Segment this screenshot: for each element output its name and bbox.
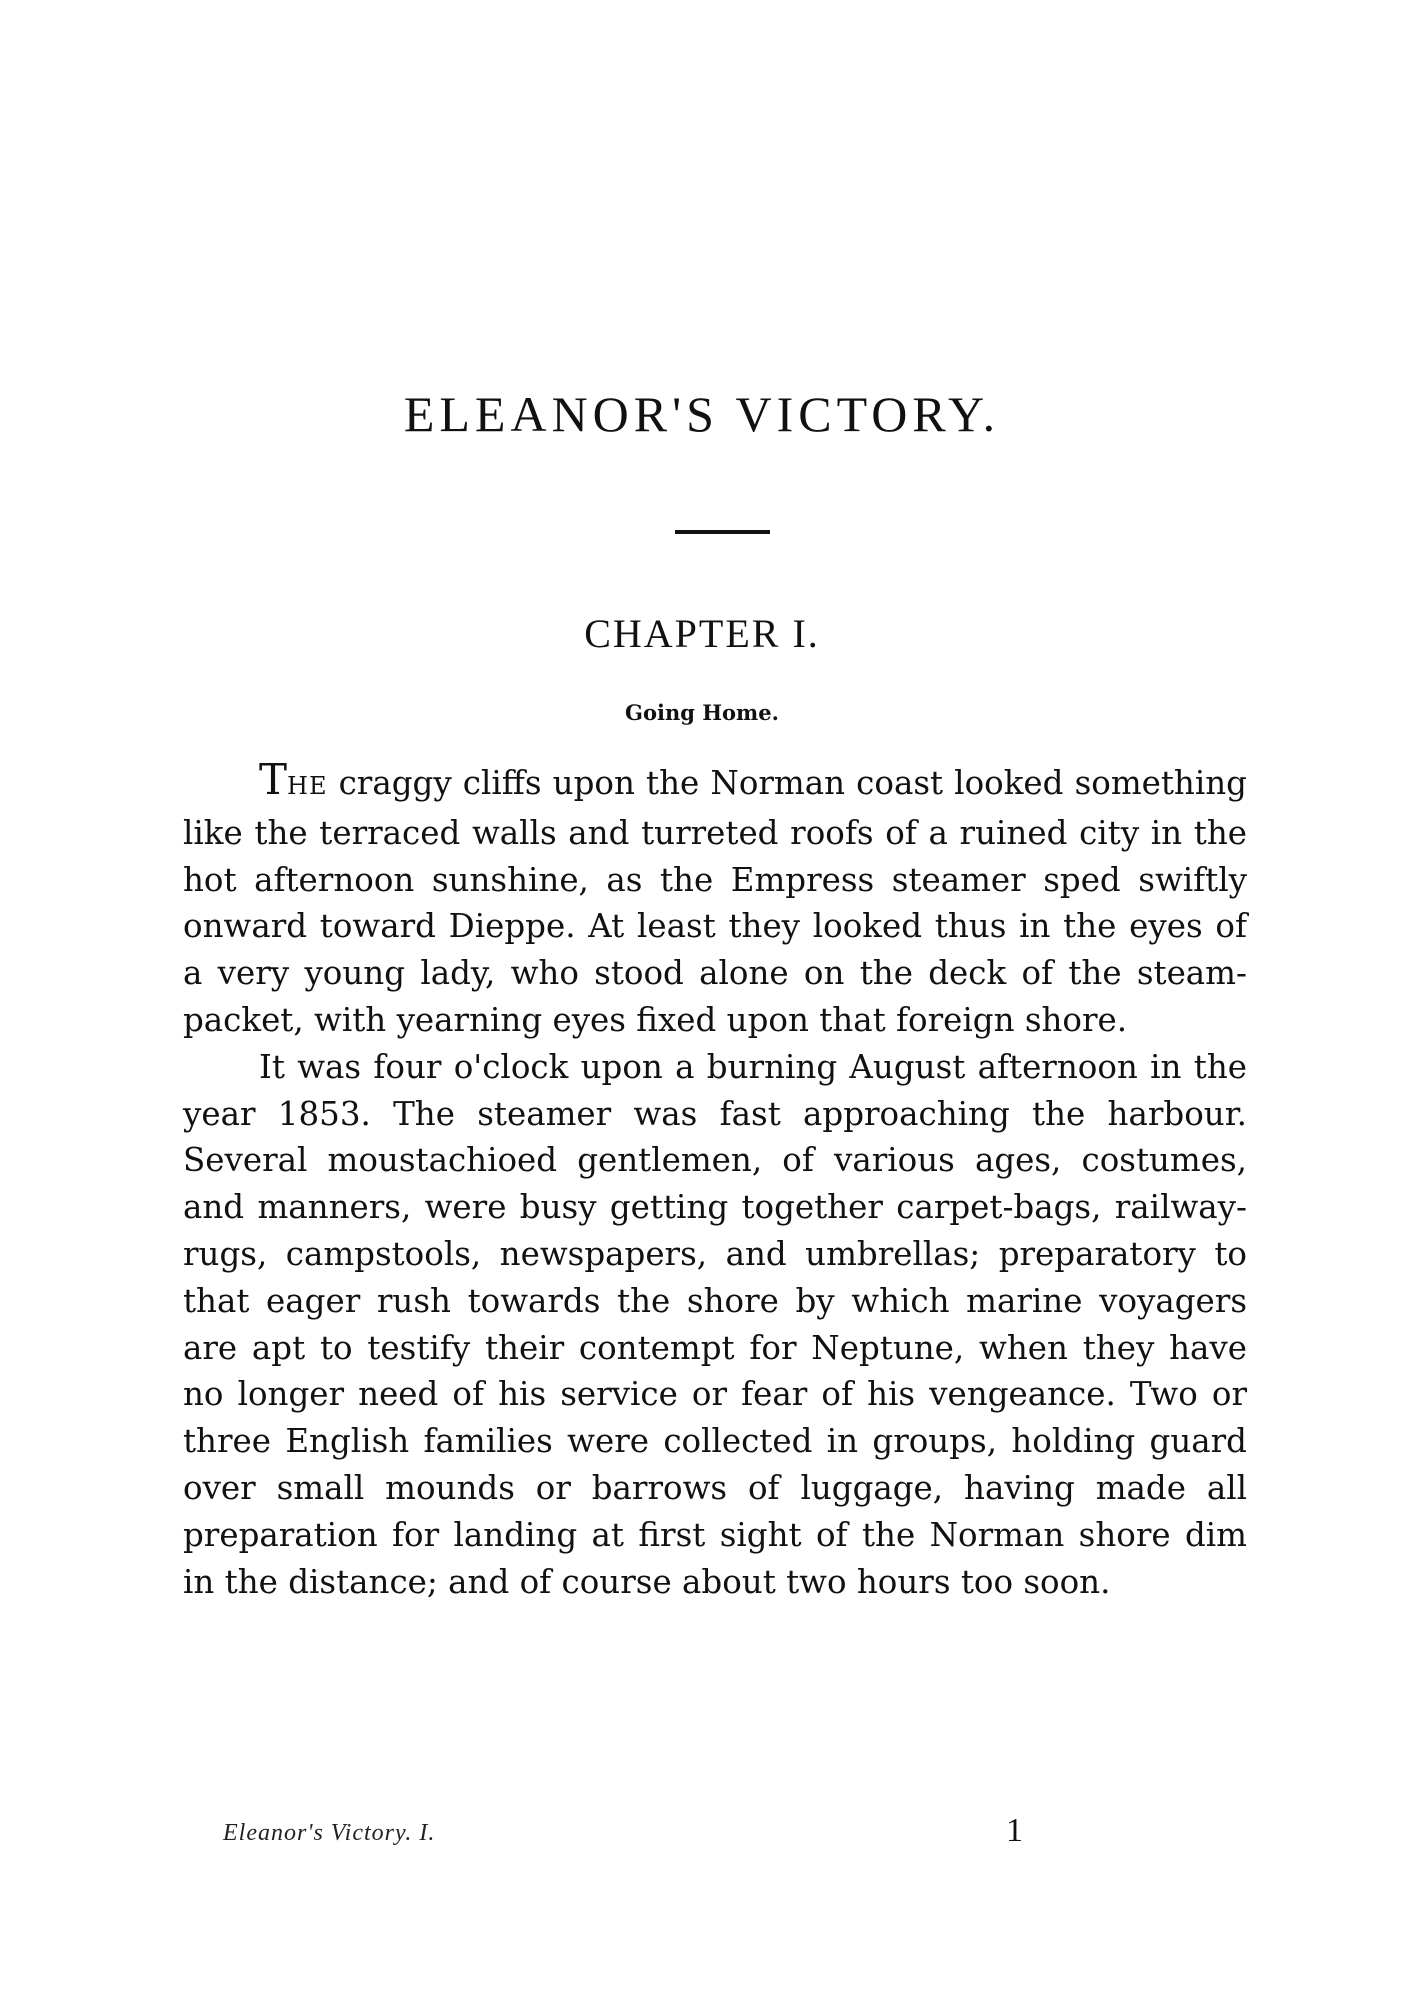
paragraph-2: It was four o'clock upon a burning August afternoon in the year 1853. The steamer was fast approaching the harbour. Several moustachioed gentlemen, of various ages, costumes, and manners, were busy getting together carpet-bags, railway-rugs, campstools, newspapers, and umbrellas; preparatory to that eager rush towards the shore by which marine voyagers are apt to testify their contempt for Neptune, when they have no longer need of his service or fear of his vengeance. Two or three English families were collected in groups, holding guard over small mounds or barrows of luggage, having made all preparation for landing at first sight of the Norman shore dim in the distance; and of course about two hours too soon. (183, 1047, 1247, 1601)
book-title: ELEANOR'S VICTORY. (403, 386, 1001, 442)
paragraph-1 (183, 757, 1247, 1044)
drop-capital: T (259, 755, 288, 804)
chapter-body-text (183, 757, 1247, 1605)
page-footer (183, 1812, 1247, 1860)
chapter-title: CHAPTER I. (584, 611, 820, 656)
small-caps-opening: HE (287, 772, 328, 800)
paragraph-1-text: craggy cliffs upon the Norman coast looked something like the terraced walls and turreted roofs of a ruined city in the hot afternoon sunshine, as the Empress steamer sped swiftly onward toward Dieppe. At least they looked thus in the eyes of a very young lady, who stood alone on the deck of the steam-packet, with yearning eyes fixed upon that foreign shore. (183, 764, 1247, 1039)
page-number: 1 (1006, 1812, 1023, 1849)
signature-mark: Eleanor's Victory. I. (223, 1820, 436, 1846)
title-divider-rule (675, 530, 770, 534)
chapter-subtitle: Going Home. (625, 700, 779, 725)
